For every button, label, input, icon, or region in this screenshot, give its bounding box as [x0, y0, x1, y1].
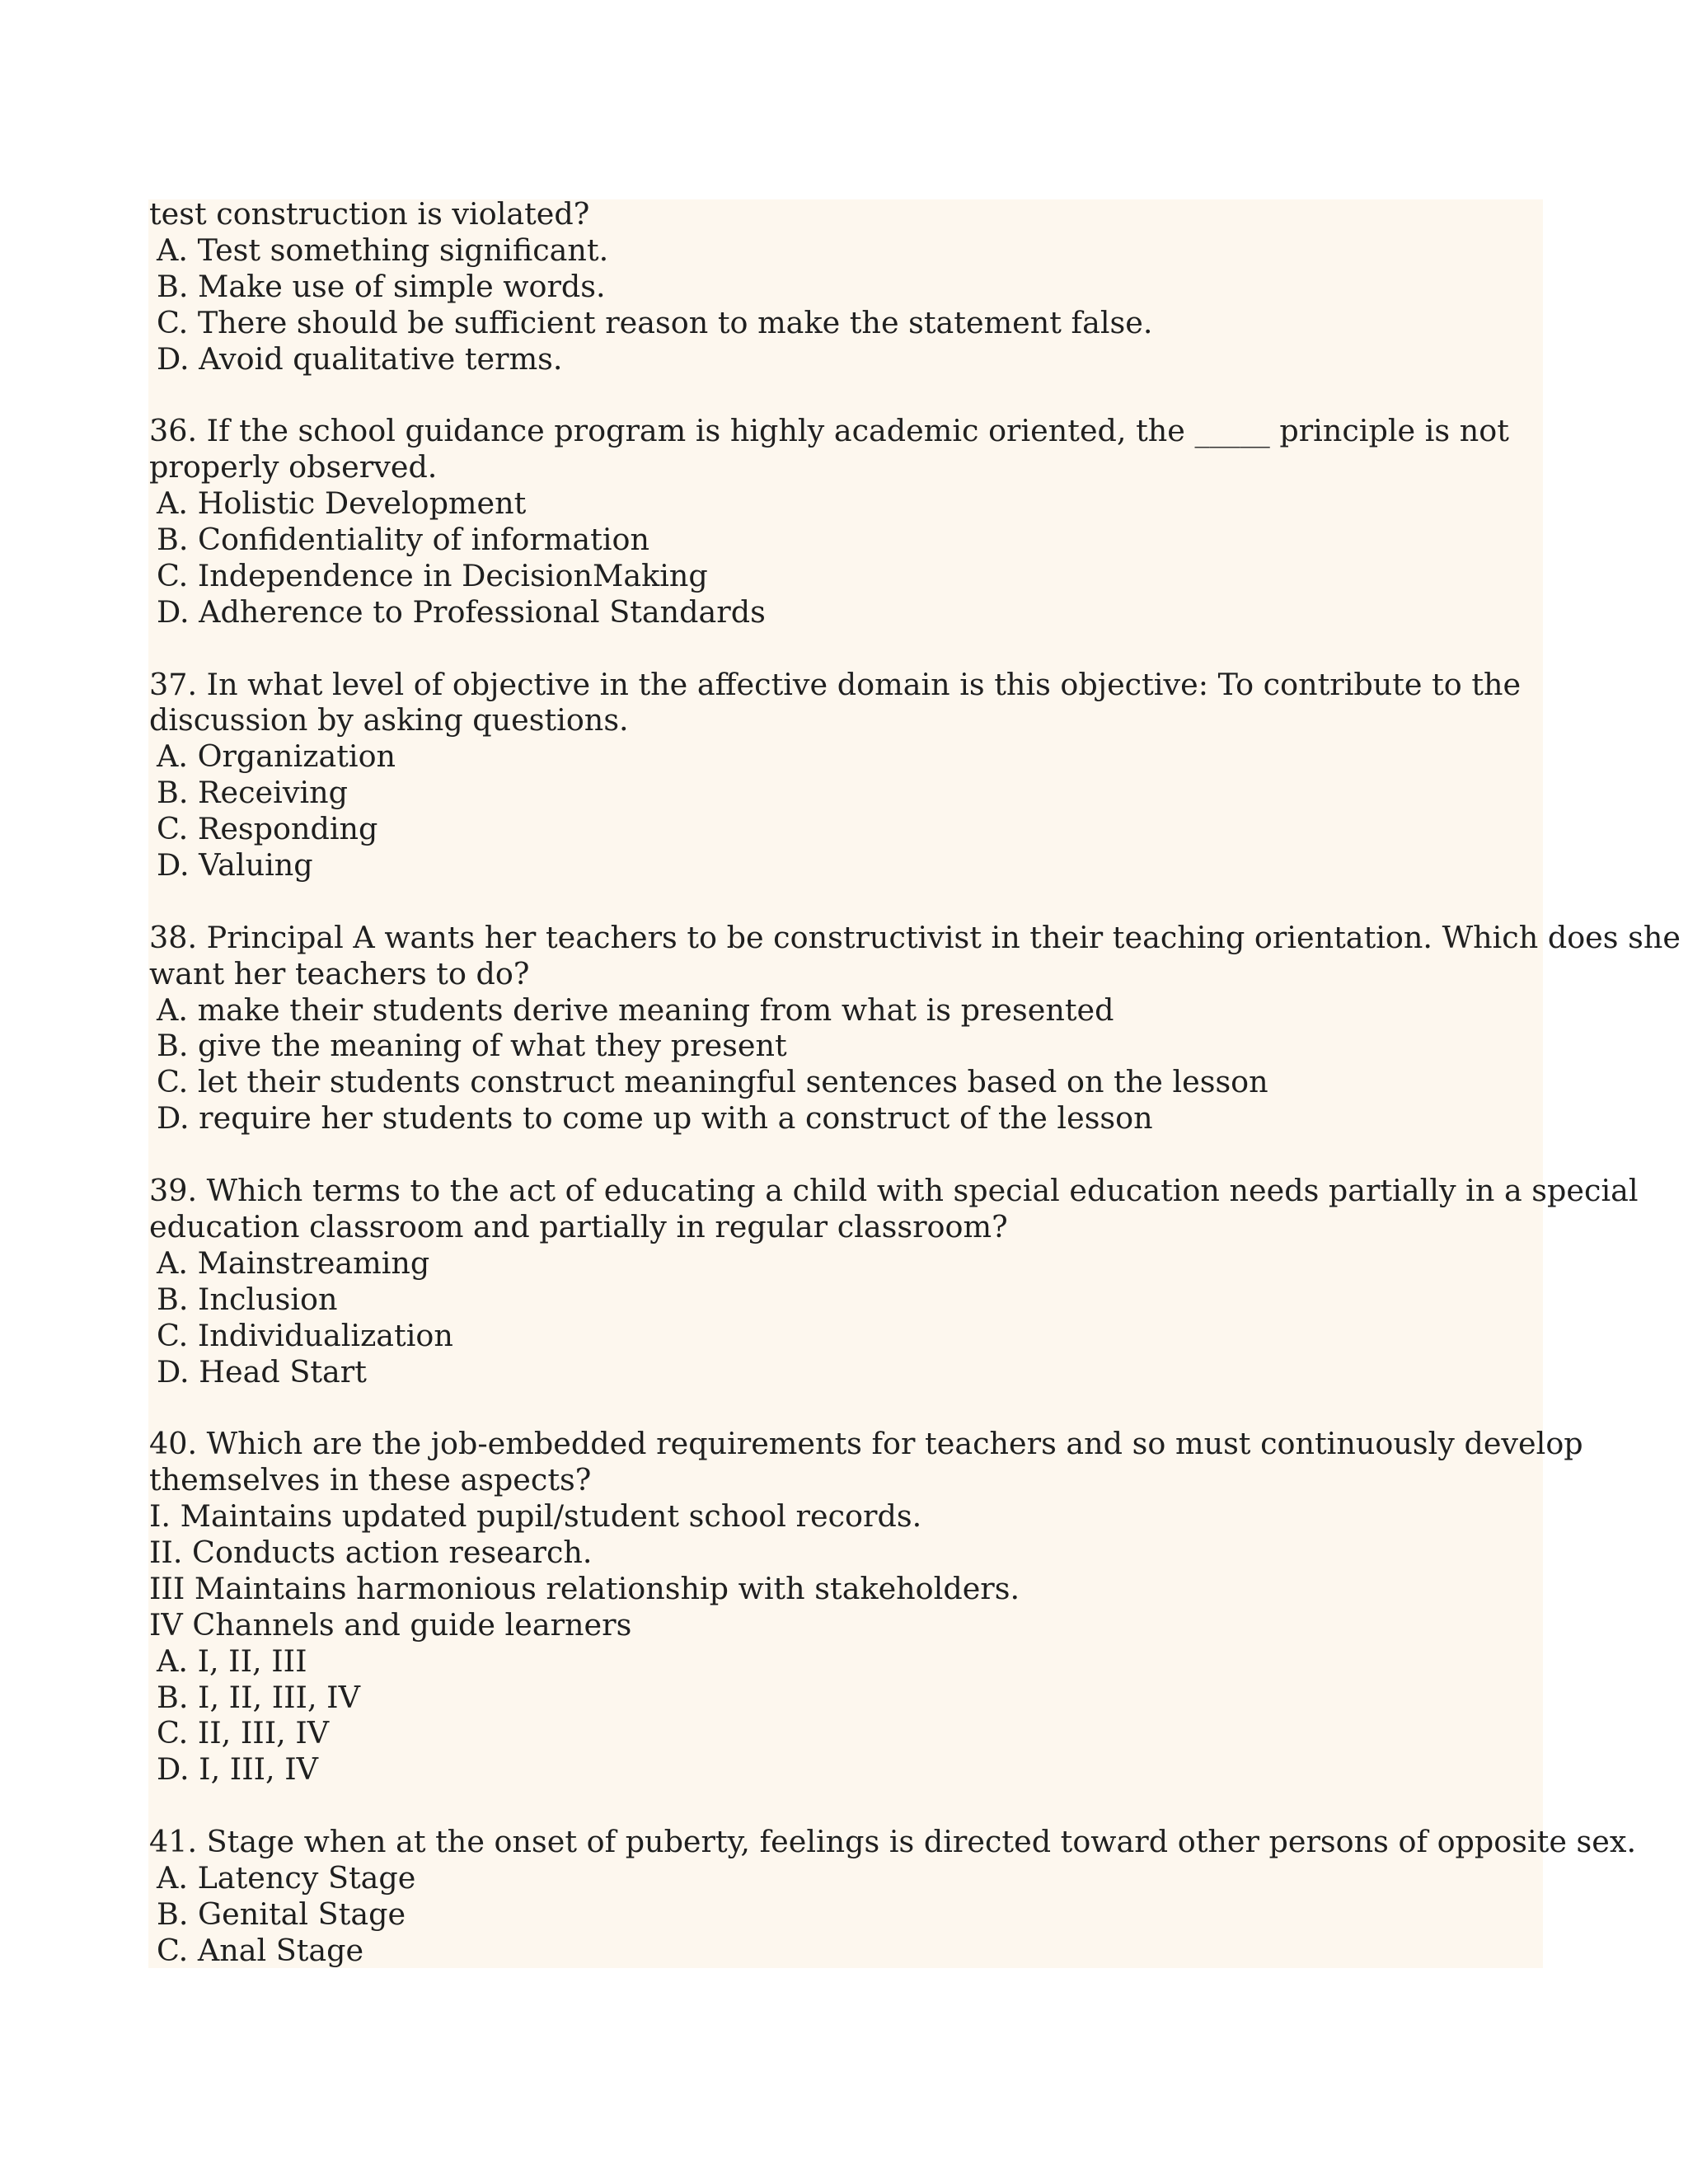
statement-ii: II. Conducts action research.: [149, 1534, 593, 1570]
option-b: B. Confidentiality of information: [157, 522, 649, 558]
question-text-line: 40. Which are the job-embedded requirements for teachers and so must continuously develop: [149, 1426, 1583, 1462]
question-text-line: education classroom and partially in regular classroom?: [149, 1208, 1008, 1244]
option-a: A. Mainstreaming: [157, 1244, 430, 1281]
question-text-line: want her teachers to do?: [149, 955, 530, 991]
option-a: A. I, II, III: [157, 1643, 307, 1679]
option-b: B. Make use of simple words.: [157, 268, 606, 304]
statement-i: I. Maintains updated pupil/student school records.: [149, 1498, 922, 1535]
option-c: C. Individualization: [157, 1317, 453, 1353]
question-text-line: test construction is violated?: [149, 196, 590, 232]
option-a: A. Organization: [157, 738, 396, 775]
option-d: D. require her students to come up with a construct of the lesson: [157, 1100, 1153, 1137]
option-c: C. II, III, IV: [157, 1715, 330, 1751]
option-c: C. Responding: [157, 811, 378, 847]
option-c: C. let their students construct meaningful sentences based on the lesson: [157, 1064, 1268, 1100]
question-text-line: 41. Stage when at the onset of puberty, feelings is directed toward other persons of opposite sex.: [149, 1824, 1637, 1860]
question-text-line: 38. Principal A wants her teachers to be constructivist in their teaching orientation. Which does she: [149, 919, 1681, 955]
question-text-line: themselves in these aspects?: [149, 1462, 592, 1498]
spacer: [149, 377, 1550, 413]
spacer: [149, 1137, 1550, 1173]
option-c: C. Independence in DecisionMaking: [157, 557, 708, 593]
option-c: C. Anal Stage: [157, 1932, 364, 1968]
question-list: [149, 196, 1681, 1969]
question-text-line: 37. In what level of objective in the affective domain is this objective: To contribute to the: [149, 666, 1522, 702]
option-b: B. Inclusion: [157, 1281, 338, 1317]
option-d: D. Valuing: [157, 847, 313, 883]
spacer: [149, 1788, 1550, 1824]
question-36: [149, 413, 1550, 630]
spacer: [149, 1390, 1550, 1426]
question-text-line: 39. Which terms to the act of educating a child with special education needs partially in a special: [149, 1173, 1639, 1209]
question-35-continuation: [149, 196, 1550, 377]
option-d: D. Avoid qualitative terms.: [157, 340, 563, 377]
question-37: [149, 667, 1550, 883]
option-a: A. make their students derive meaning from what is presented: [157, 991, 1114, 1028]
option-b: B. give the meaning of what they present: [157, 1028, 787, 1064]
spacer: [149, 883, 1550, 920]
question-39: [149, 1173, 1639, 1390]
spacer: [149, 630, 1550, 667]
option-b: B. I, II, III, IV: [157, 1679, 360, 1715]
option-b: B. Genital Stage: [157, 1896, 406, 1932]
question-text-line: discussion by asking questions.: [149, 702, 629, 738]
question-40: [149, 1426, 1583, 1788]
question-41: [149, 1824, 1637, 1969]
option-d: D. Adherence to Professional Standards: [157, 593, 766, 630]
option-c: C. There should be sufficient reason to make the statement false.: [157, 304, 1153, 340]
question-text-line: properly observed.: [149, 449, 438, 485]
option-a: A. Holistic Development: [157, 485, 527, 522]
option-d: D. Head Start: [157, 1353, 367, 1390]
option-d: D. I, III, IV: [157, 1751, 319, 1788]
option-b: B. Receiving: [157, 775, 348, 811]
question-text-line: 36. If the school guidance program is highly academic oriented, the _____ principle is not: [149, 413, 1509, 449]
option-a: A. Latency Stage: [157, 1859, 416, 1896]
statement-iv: IV Channels and guide learners: [149, 1606, 632, 1643]
question-38: [149, 919, 1681, 1137]
statement-iii: III Maintains harmonious relationship with stakeholders.: [149, 1570, 1020, 1606]
option-a: A. Test something significant.: [157, 232, 609, 268]
